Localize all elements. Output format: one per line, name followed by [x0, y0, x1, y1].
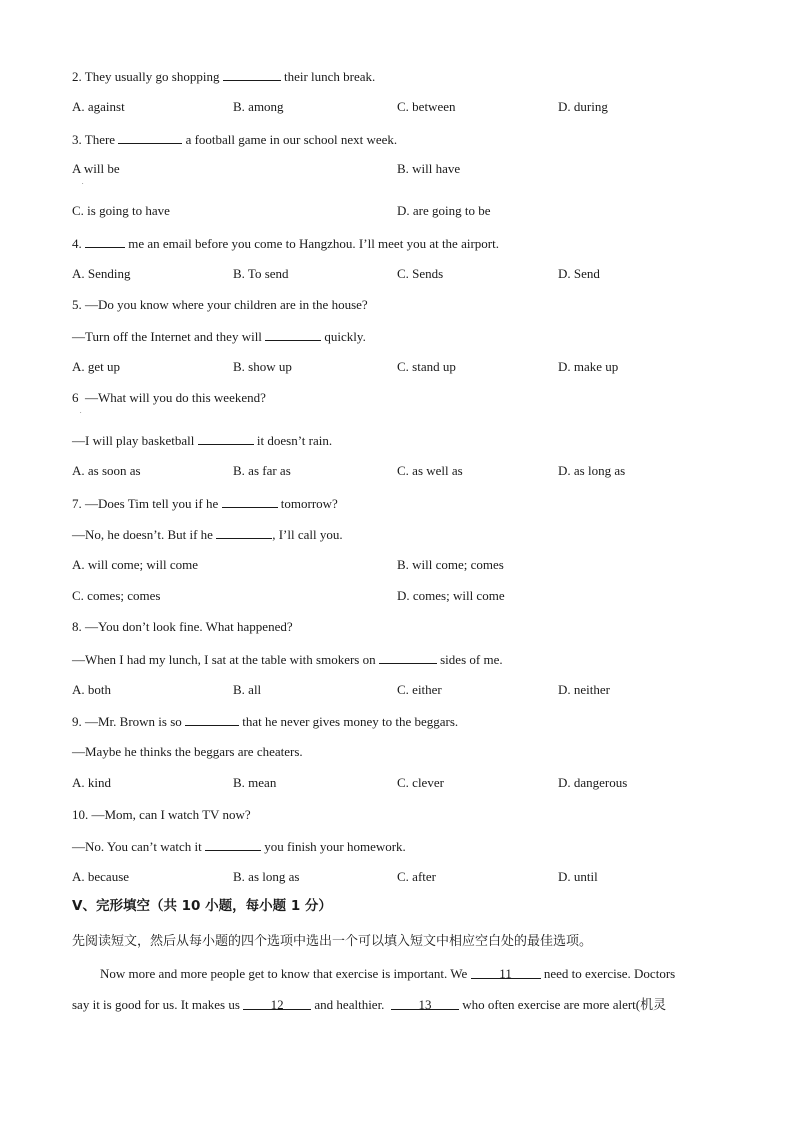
option-a: A. get up — [72, 359, 121, 374]
question-10: 10. —Mom, can I watch TV now? — [72, 807, 251, 822]
option-d: D. are going to be — [397, 203, 491, 218]
option-c: C. after — [397, 869, 436, 884]
option-d: D. neither — [558, 682, 610, 697]
question-6-reply: —I will play basketball it doesn’t rain. — [72, 433, 333, 448]
option-d: D. dangerous — [558, 775, 628, 790]
question-10-reply: —No. You can’t watch it you finish your homework. — [72, 839, 406, 854]
option-d: D. make up — [558, 359, 619, 374]
option-c: C. between — [397, 99, 456, 114]
section-heading: V、完形填空（共 10 小题，每小题 1 分） — [72, 898, 332, 914]
option-d: D. during — [558, 99, 608, 114]
cloze-blank-13: 13 — [391, 997, 459, 1010]
answer-blank — [223, 68, 281, 81]
option-c: C. stand up — [397, 359, 456, 374]
option-a: A. as soon as — [72, 463, 141, 478]
option-b: B. all — [233, 682, 262, 697]
question-4: 4. me an email before you come to Hangzhou. I’ll meet you at the airport. — [72, 236, 499, 251]
option-a: A. will come; will come — [72, 557, 199, 572]
option-b: B. will come; comes — [397, 557, 504, 572]
option-b: B. among — [233, 99, 284, 114]
option-b: B. as long as — [233, 869, 300, 884]
cloze-blank-12: 12 — [243, 997, 311, 1010]
option-c: C. as well as — [397, 463, 463, 478]
question-7-reply: —No, he doesn’t. But if he , I’ll call you. — [72, 527, 343, 542]
section-instruction: 先阅读短文，然后从每小题的四个选项中选出一个可以填入短文中相应空白处的最佳选项。 — [72, 934, 593, 949]
question-8: 8. —You don’t look fine. What happened? — [72, 619, 293, 634]
option-a: A. Sending — [72, 266, 131, 281]
option-b: B. mean — [233, 775, 277, 790]
answer-blank — [222, 495, 278, 508]
question-5: 5. —Do you know where your children are in the house? — [72, 297, 368, 312]
question-8-reply: —When I had my lunch, I sat at the table with smokers on sides of me. — [72, 652, 503, 667]
option-b: B. show up — [233, 359, 292, 374]
answer-blank — [379, 651, 437, 664]
question-9-reply: —Maybe he thinks the beggars are cheaters. — [72, 744, 303, 759]
option-a: A. because — [72, 869, 130, 884]
question-2: 2. They usually go shopping their lunch break. — [72, 69, 376, 84]
cloze-blank-11: 11 — [471, 966, 541, 979]
answer-blank — [216, 526, 272, 539]
option-d: D. as long as — [558, 463, 626, 478]
question-6-dot: . — [80, 409, 82, 415]
passage-line-2: say it is good for us. It makes us 12 and healthier. 13 who often exercise are more alert(机灵 — [72, 997, 667, 1012]
answer-blank — [265, 328, 321, 341]
option-a: A. kind — [72, 775, 111, 790]
option-d: D. Send — [558, 266, 600, 281]
option-c: C. comes; comes — [72, 588, 161, 603]
question-3: 3. There a football game in our school next week. — [72, 132, 398, 147]
option-c: C. is going to have — [72, 203, 170, 218]
question-9: 9. —Mr. Brown is so that he never gives money to the beggars. — [72, 714, 459, 729]
option-d: D. comes; will come — [397, 588, 505, 603]
answer-blank — [85, 235, 125, 248]
option-b: B. will have — [397, 161, 461, 176]
option-b: B. as far as — [233, 463, 291, 478]
answer-blank — [198, 432, 254, 445]
question-6: 6 —What will you do this weekend? — [72, 390, 266, 405]
option-c: C. clever — [397, 775, 444, 790]
passage-line-1: Now more and more people get to know that exercise is important. We 11 need to exercise. Doctors — [100, 966, 676, 981]
option-a: A will be — [72, 161, 120, 176]
option-a: A. against — [72, 99, 125, 114]
option-c: C. either — [397, 682, 442, 697]
option-c: C. Sends — [397, 266, 444, 281]
option-a: A. both — [72, 682, 111, 697]
option-a-dot: . — [82, 180, 84, 186]
answer-blank — [185, 713, 239, 726]
option-d: D. until — [558, 869, 598, 884]
option-b: B. To send — [233, 266, 289, 281]
question-7: 7. —Does Tim tell you if he tomorrow? — [72, 496, 338, 511]
question-5-reply: —Turn off the Internet and they will quickly. — [72, 329, 366, 344]
answer-blank — [205, 838, 261, 851]
answer-blank — [118, 131, 182, 144]
